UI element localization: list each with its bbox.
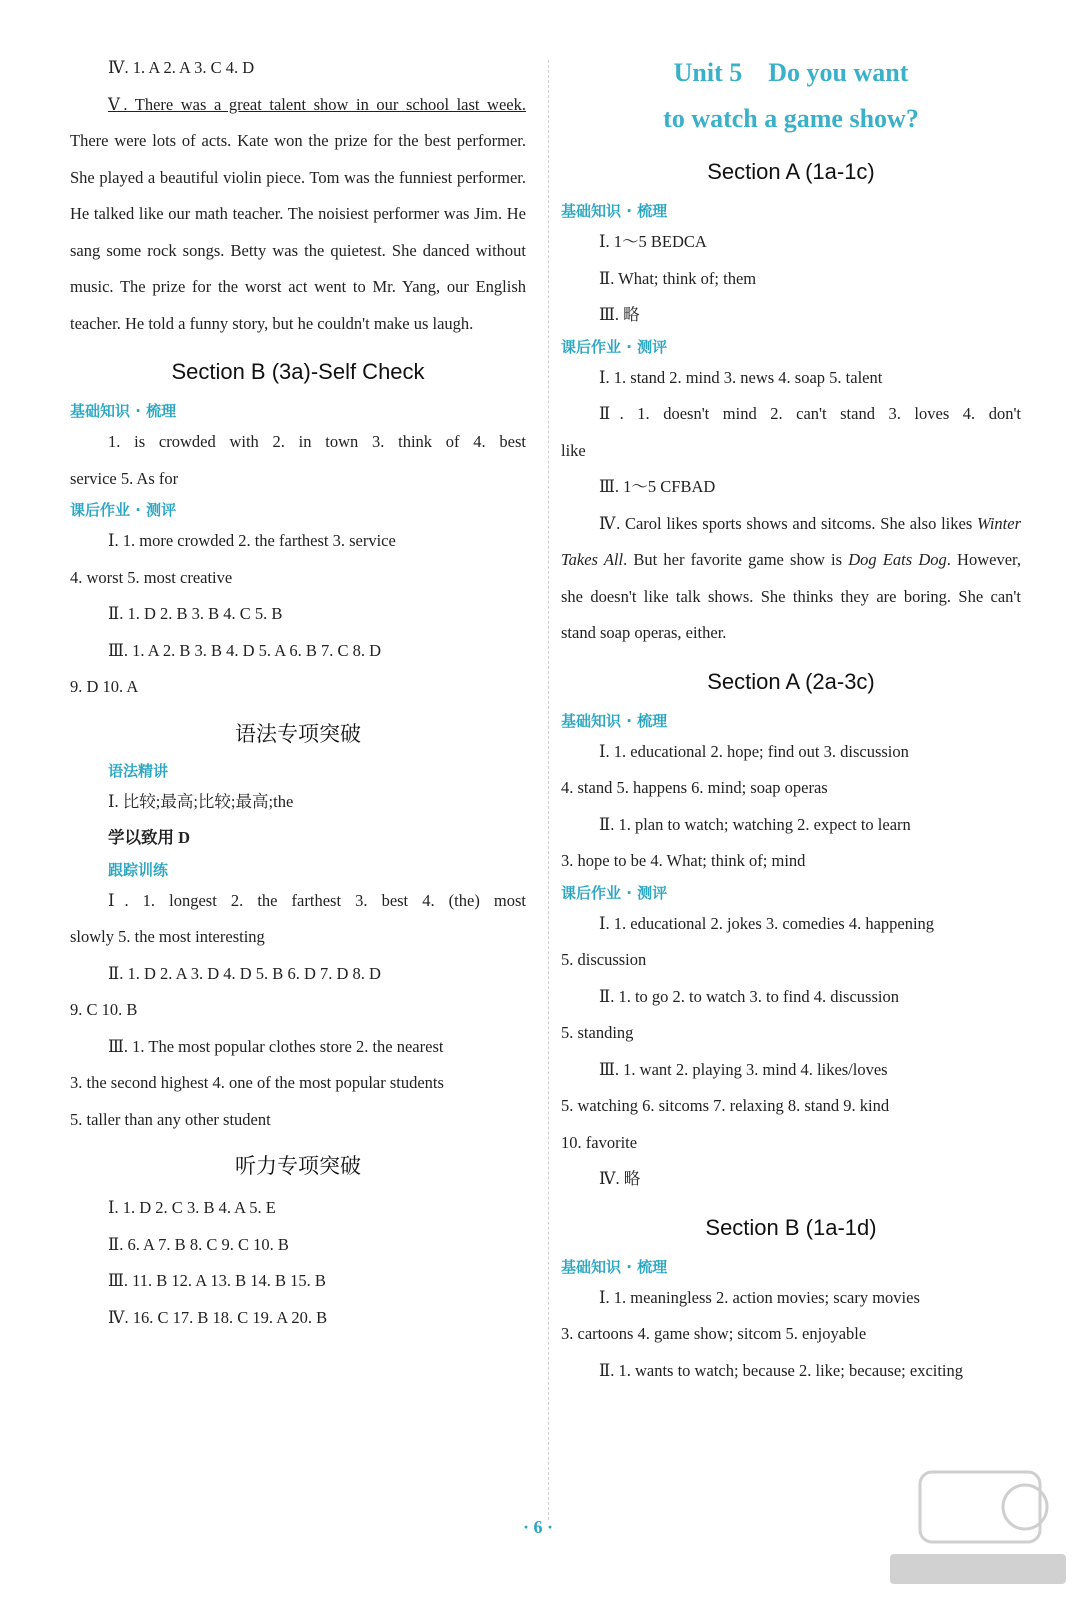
answer-line: Ⅲ. 略 (599, 305, 640, 324)
answer-line: 4. stand 5. happens 6. mind; soap operas (561, 778, 828, 797)
answer-line: 5. watching 6. sitcoms 7. relaxing 8. stand 9. kind (561, 1096, 890, 1115)
answer-line: 学以致用 D (108, 828, 191, 847)
right-column (561, 50, 1021, 1389)
section-tag: 基础知识 · 梳理 (561, 711, 668, 730)
answer-line: Ⅱ. 1. D 2. B 3. B 4. C 5. B (108, 604, 283, 623)
answer-line: 3. hope to be 4. What; think of; mind (561, 851, 806, 870)
model-passage (561, 506, 1021, 652)
left-column (70, 50, 526, 1336)
answer-line: 10. favorite (561, 1132, 638, 1152)
answer-line: Ⅰ. 1. educational 2. jokes 3. comedies 4. happening (599, 913, 935, 933)
unit-title-part2: to watch a game show? (663, 104, 919, 133)
unit-title-part1: Do you want (768, 58, 909, 87)
section-title: Section A (2a-3c) (707, 668, 875, 694)
passage-text: There were lots of acts. Kate won the prize for the best performer. She played a beautiful violin piece. Tom was the funniest performer. He talked like our math teacher. The noisiest performer was Jim. He sang some rock songs. Betty was the quietest. She danced without music. The prize for the worst act went to Mr. Yang, our English teacher. He told a funny story, but he couldn't make us laugh. (70, 131, 526, 333)
answer-line: Ⅲ. 1. The most popular clothes store 2. the nearest (108, 1036, 444, 1056)
section-tag: 基础知识 · 梳理 (70, 402, 177, 420)
answer-line: Ⅲ. 1～5 CFBAD (599, 477, 716, 496)
passage-text: . However, she doesn't like talk shows. She thinks they are boring. She can't stand soap operas, either. (561, 550, 1021, 642)
answer-line: Ⅰ. 1. longest 2. the farthest 3. best 4. (the) most (108, 890, 526, 910)
answer-line: 4. worst 5. most creative (70, 567, 233, 587)
show-name: Dog Eats Dog (848, 550, 947, 569)
show-name: Winter Takes All (561, 513, 1021, 569)
section-tag: 语法精讲 (108, 761, 169, 780)
answer-line: Ⅱ. 1. to go 2. to watch 3. to find 4. discussion (599, 986, 899, 1006)
answer-line: Ⅰ. 1. meaningless 2. action movies; scary movies (599, 1287, 920, 1307)
answer-line: 3. the second highest 4. one of the most popular students (70, 1073, 444, 1092)
answer-line: Ⅱ. 1. plan to watch; watching 2. expect to learn (599, 814, 911, 834)
model-passage (70, 87, 526, 343)
section-tag: 跟踪训练 (108, 860, 169, 879)
answer-line: Ⅰ. 比较;最高;比较;最高;the (108, 791, 294, 811)
answer-line: 9. C 10. B (70, 1000, 138, 1019)
answer-line: 9. D 10. A (70, 677, 139, 696)
answer-line: Ⅱ. What; think of; them (599, 268, 757, 288)
answer-line: slowly 5. the most interesting (70, 927, 265, 946)
passage-text: Ⅳ. Carol likes sports shows and sitcoms. She also likes (599, 513, 977, 533)
answer-line: 5. standing (561, 1023, 634, 1042)
answer-line: Ⅱ. 1. doesn't mind 2. can't stand 3. loves 4. don't (599, 404, 1021, 423)
unit-title (561, 50, 1021, 96)
section-title: Section B (1a-1d) (705, 1214, 877, 1240)
answer-line: Ⅰ. 1～5 BEDCA (599, 232, 707, 251)
answer-line: service 5. As for (70, 468, 179, 488)
watermark-logo (880, 1462, 1070, 1592)
answer-line: Ⅰ. 1. D 2. C 3. B 4. A 5. E (108, 1198, 276, 1217)
section-tag: 课后作业 · 测评 (561, 337, 668, 356)
page-number: · 6 · (522, 1517, 553, 1537)
answer-line: Ⅰ. 1. stand 2. mind 3. news 4. soap 5. talent (599, 367, 883, 387)
answer-line: Ⅳ. 1. A 2. A 3. C 4. D (108, 58, 255, 77)
section-title: Section B (3a)-Self Check (171, 359, 425, 384)
section-title: 听力专项突破 (235, 1154, 361, 1178)
answer-line: Ⅲ. 1. want 2. playing 3. mind 4. likes/loves (599, 1059, 888, 1079)
section-tag: 基础知识 · 梳理 (561, 1257, 668, 1276)
answer-line: Ⅳ. 略 (599, 1169, 641, 1188)
section-title: Section A (1a-1c) (707, 159, 875, 184)
section-title: 语法专项突破 (235, 721, 361, 746)
answer-line: 3. cartoons 4. game show; sitcom 5. enjoyable (561, 1324, 867, 1343)
answer-line: Ⅱ. 1. D 2. A 3. D 4. D 5. B 6. D 7. D 8. D (108, 963, 381, 983)
section-tag: 课后作业 · 测评 (70, 501, 177, 519)
unit-number: Unit 5 (673, 58, 743, 87)
section-tag: 课后作业 · 测评 (561, 883, 668, 902)
answer-line: Ⅰ. 1. more crowded 2. the farthest 3. service (108, 531, 396, 550)
section-tag: 基础知识 · 梳理 (561, 202, 668, 220)
column-divider (548, 60, 549, 1520)
answer-line: 5. taller than any other student (70, 1109, 271, 1129)
passage-text: . But her favorite game show is (623, 550, 849, 569)
answer-line: Ⅲ. 1. A 2. B 3. B 4. D 5. A 6. B 7. C 8. D (108, 640, 382, 660)
passage-underlined: Ⅴ. There was a great talent show in our school last week. (108, 94, 526, 114)
answer-line: Ⅰ. 1. educational 2. hope; find out 3. discussion (599, 741, 909, 761)
answer-line: Ⅱ. 1. wants to watch; because 2. like; because; exciting (599, 1360, 964, 1380)
answer-line: Ⅱ. 6. A 7. B 8. C 9. C 10. B (108, 1234, 289, 1254)
answer-line: like (561, 440, 586, 460)
answer-line: 5. discussion (561, 950, 647, 969)
answer-line: Ⅲ. 11. B 12. A 13. B 14. B 15. B (108, 1271, 326, 1290)
answer-line: Ⅳ. 16. C 17. B 18. C 19. A 20. B (108, 1307, 328, 1327)
answer-line: 1. is crowded with 2. in town 3. think of 4. best (108, 432, 526, 451)
